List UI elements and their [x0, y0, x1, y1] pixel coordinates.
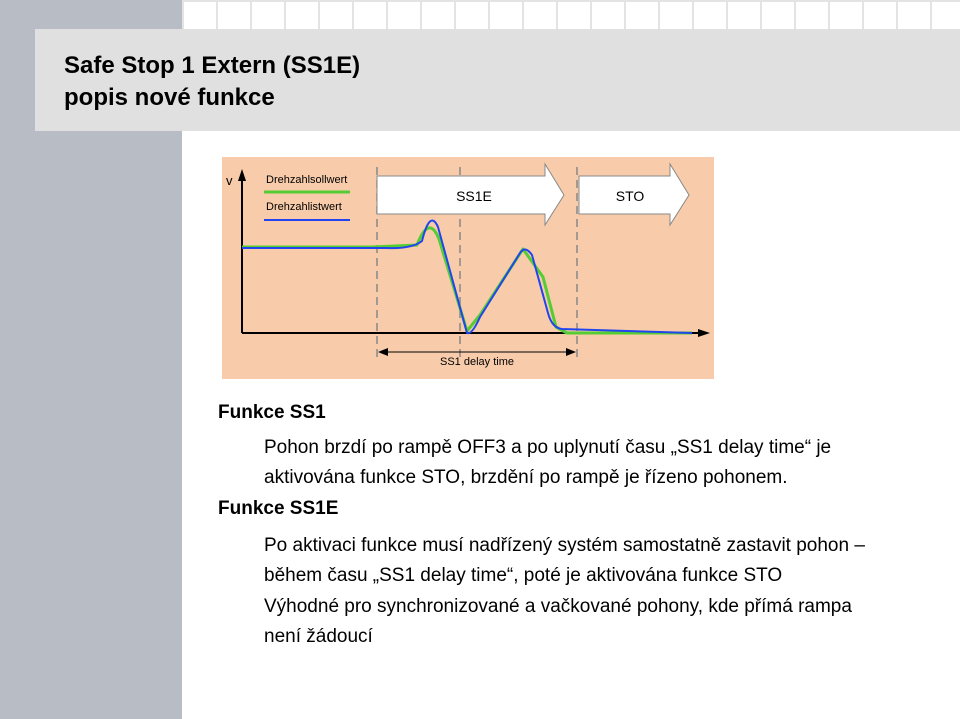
- ss1-description-line-2: aktivována funkce STO, brzdění po rampě je řízeno pohonem.: [264, 467, 788, 488]
- ss1e-description-line-1: Po aktivaci funkce musí nadřízený systém samostatně zastavit pohon –: [264, 535, 865, 556]
- speed-diagram: [222, 157, 714, 379]
- ss1e-note-line-1: Výhodné pro synchronizované a vačkované pohony, kde přímá rampa: [264, 596, 852, 617]
- ss1e-heading: Funkce SS1E: [218, 498, 339, 519]
- ss1e-description: [264, 531, 954, 591]
- slide-subtitle: popis nové funkce: [64, 84, 275, 111]
- delay-label: SS1 delay time: [440, 356, 514, 368]
- ss1e-description-line-2: během času „SS1 delay time“, poté je aktivována funkce STO: [264, 565, 783, 586]
- actual-curve: [242, 221, 692, 334]
- speed-diagram-svg: [222, 157, 714, 379]
- legend-label-actual: Drehzahlistwert: [266, 201, 342, 213]
- slide-title: Safe Stop 1 Extern (SS1E): [64, 52, 361, 79]
- ss1-description-line-1: Pohon brzdí po rampě OFF3 a po uplynutí času „SS1 delay time“ je: [264, 437, 832, 458]
- ss1e-note: [264, 592, 954, 652]
- x-axis-arrowhead: [698, 329, 710, 337]
- title-band: [35, 29, 960, 131]
- y-axis-arrowhead: [238, 169, 246, 181]
- ss1-heading: Funkce SS1: [218, 402, 326, 423]
- legend-label-setpoint: Drehzahlsollwert: [266, 174, 348, 186]
- ss1-description: [264, 433, 954, 493]
- delay-arrowhead-right: [566, 348, 576, 356]
- sto-arrow-label: STO: [615, 188, 645, 204]
- axis-label-v: v: [226, 173, 233, 188]
- delay-arrowhead-left: [378, 348, 388, 356]
- setpoint-curve: [242, 228, 692, 333]
- ss1e-note-line-2: není žádoucí: [264, 626, 373, 647]
- ss1e-arrow-label: SS1E: [456, 188, 492, 204]
